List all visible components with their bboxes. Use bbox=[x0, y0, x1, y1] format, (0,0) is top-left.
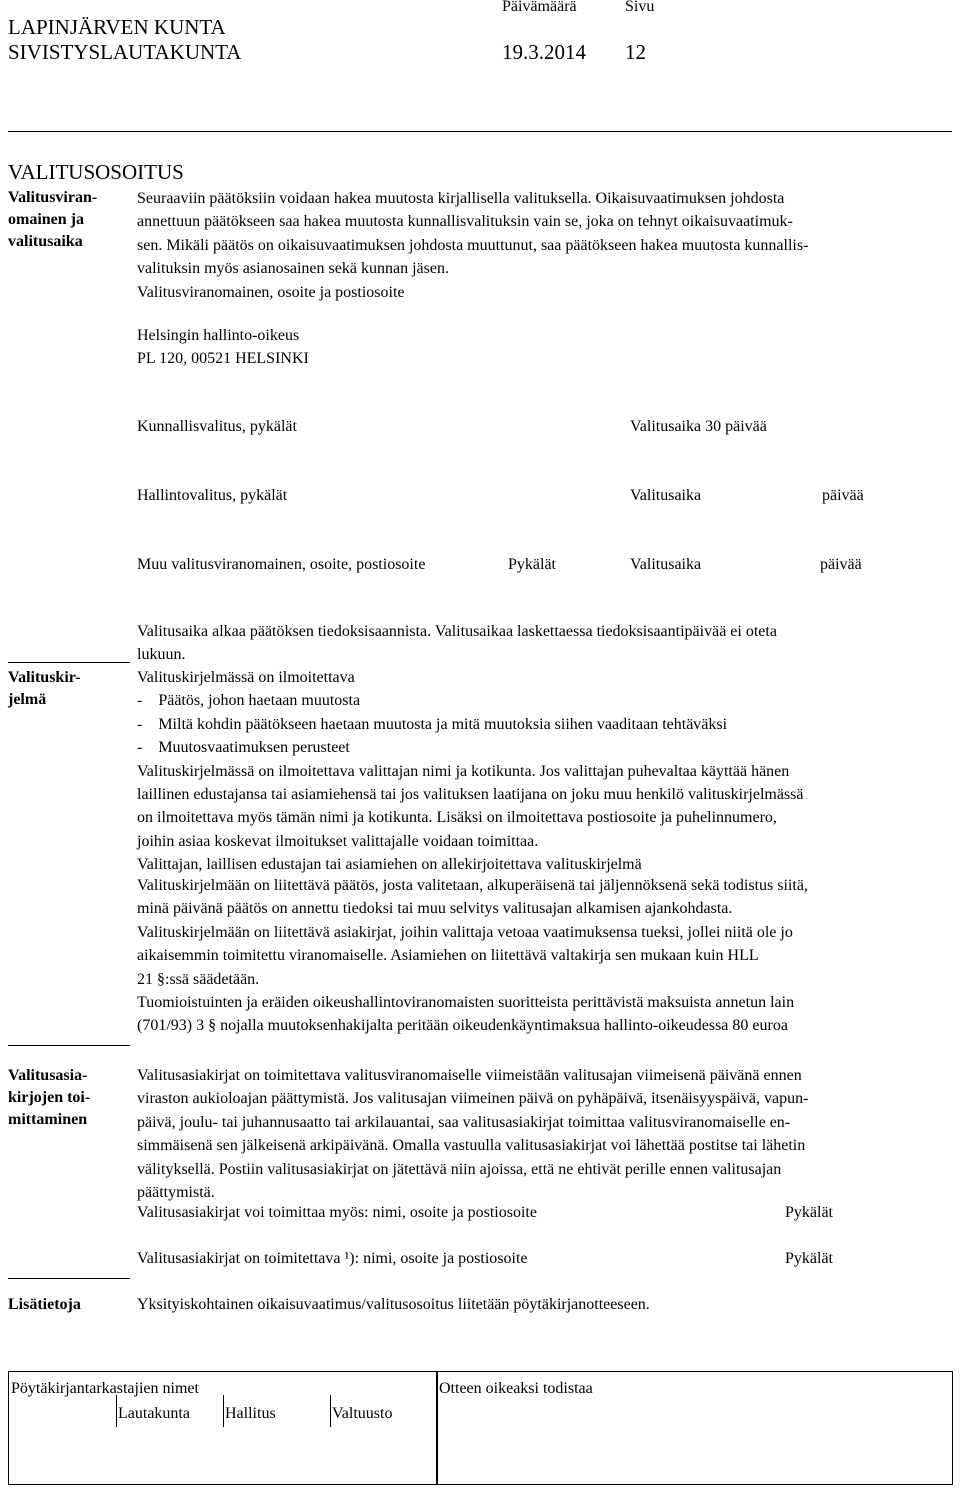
delivery-instructions bbox=[137, 1064, 808, 1204]
appeal-period-municipal: Valitusaika 30 päivää bbox=[630, 418, 767, 435]
delivery-line: päivä, joulu- tai juhannusaatto tai arkilauantai, saa valitusasiakirjat toimittaa valitusviranomaiselle en- bbox=[137, 1113, 791, 1131]
attachment-line: 21 §:ssä säädetään. bbox=[137, 970, 260, 988]
appeal-type-administrative: Hallintovalitus, pykälät bbox=[137, 487, 288, 504]
paragraph-line: Seuraaviin päätöksiin voidaan hakea muutosta kirjallisella valituksella. Oikaisuvaatimuksen johdosta bbox=[137, 190, 785, 207]
certification-label: Otteen oikeaksi todistaa bbox=[439, 1380, 593, 1397]
requirement-line: laillinen edustajansa tai asiamiehensä tai jos valituksen laatijana on joku muu henkilö valituskirjelmässä bbox=[137, 786, 804, 804]
label-line: valitusaika bbox=[8, 233, 83, 250]
column-divider bbox=[116, 1395, 117, 1427]
column-divider bbox=[330, 1395, 331, 1427]
delivery-option-2-sections: Pykälät bbox=[785, 1250, 833, 1267]
attachment-line: Tuomioistuinten ja eräiden oikeushallintoviranomaisten suoritteista perittävistä maksuista annetun lain bbox=[137, 994, 795, 1012]
section-divider bbox=[8, 662, 130, 663]
authority-name: Helsingin hallinto-oikeus bbox=[137, 327, 300, 344]
delivery-option-2: Valitusasiakirjat on toimitettava ¹): nimi, osoite ja postiosoite bbox=[137, 1250, 528, 1267]
appeal-period-administrative: Valitusaika bbox=[630, 487, 702, 504]
column-divider bbox=[223, 1395, 224, 1427]
appeal-type-municipal: Kunnallisvalitus, pykälät bbox=[137, 418, 297, 435]
label-line: mittaminen bbox=[8, 1111, 88, 1128]
section-label-toimittaminen bbox=[8, 1065, 90, 1131]
delivery-line: välityksellä. Postiin valitusasiakirjat on jätettävä niin ajoissa, että ne ehtivät perille ennen valitusajan bbox=[137, 1160, 782, 1178]
section-label-valitusviranomainen bbox=[8, 187, 97, 253]
label-line: omainen ja bbox=[8, 211, 84, 228]
delivery-line: Valitusasiakirjat on toimitettava valitusviranomaiselle viimeistään valitusajan viimeisenä päivänä ennen bbox=[137, 1067, 802, 1084]
document-title: VALITUSOSOITUS bbox=[8, 160, 184, 184]
requirement-line: Valituskirjelmässä on ilmoitettava bbox=[137, 669, 355, 686]
additional-info-text: Yksityiskohtainen oikaisuvaatimus/valitusosoitus liitetään pöytäkirjanotteeseen. bbox=[137, 1296, 650, 1313]
requirement-line: Valittajan, laillisen edustajan tai asiamiehen on allekirjoitettava valituskirjelmä bbox=[137, 856, 642, 874]
attachment-line: minä päivänä päätös on annettu tiedoksi tai muu selvitys valitusajan alkamisen ajankohdasta. bbox=[137, 900, 733, 918]
label-line: Valituskir- bbox=[8, 669, 81, 686]
requirement-line: on ilmoitettava myös tämän nimi ja kotikunta. Lisäksi on ilmoitettava postiosoite ja puhelinnumero, bbox=[137, 809, 777, 827]
body-hallitus: Hallitus bbox=[225, 1405, 276, 1422]
attachment-line: Valituskirjelmään on liitettävä päätös, josta valitetaan, alkuperäisenä tai jäljennöksenä sekä todistus siitä, bbox=[137, 877, 808, 894]
delivery-line: päättymistä. bbox=[137, 1184, 215, 1202]
sections-label-other: Pykälät bbox=[508, 556, 556, 573]
appeal-period-other: Valitusaika bbox=[630, 556, 702, 573]
paragraph-line: valituksin myös asianosainen sekä kunnan jäsen. bbox=[137, 260, 449, 278]
requirement-line: - Muutosvaatimuksen perusteet bbox=[137, 739, 350, 757]
label-line: kirjojen toi- bbox=[8, 1089, 91, 1106]
page-number: 12 bbox=[625, 40, 646, 64]
section-divider bbox=[8, 1278, 130, 1279]
header-divider bbox=[8, 131, 952, 132]
requirement-line: joihin asiaa koskevat ilmoitukset valittajalle voidaan toimittaa. bbox=[137, 832, 539, 850]
attachment-line: aikaisemmin toimitettu viranomaiselle. Asiamiehen on liitettävä valtakirja sen mukaan kuin HLL bbox=[137, 947, 759, 965]
appeal-type-other: Muu valitusviranomainen, osoite, postiosoite bbox=[137, 556, 426, 573]
document-date: 19.3.2014 bbox=[502, 40, 586, 64]
days-label-administrative: päivää bbox=[822, 487, 864, 504]
department-name: SIVISTYSLAUTAKUNTA bbox=[8, 40, 242, 64]
label-line: Valitusviran- bbox=[8, 189, 98, 206]
section-label-lisatietoja: Lisätietoja bbox=[8, 1296, 81, 1313]
note-line: Valitusaika alkaa päätöksen tiedoksisaannista. Valitusaikaa laskettaessa tiedoksisaantipäivää ei oteta bbox=[137, 623, 777, 640]
delivery-option-1-sections: Pykälät bbox=[785, 1204, 833, 1221]
minutes-checkers-label: Pöytäkirjantarkastajien nimet bbox=[11, 1380, 199, 1397]
date-label: Päivämäärä bbox=[502, 0, 577, 15]
requirement-line: Valituskirjelmässä on ilmoitettava valittajan nimi ja kotikunta. Jos valittajan puhevaltaa käyttää hänen bbox=[137, 762, 790, 780]
authority-address: PL 120, 00521 HELSINKI bbox=[137, 350, 309, 368]
appeal-letter-attachments bbox=[137, 874, 808, 1038]
body-lautakunta: Lautakunta bbox=[118, 1405, 190, 1422]
requirement-line: - Miltä kohdin päätökseen haetaan muutosta ja mitä muutoksia siihen vaaditaan tehtäväksi bbox=[137, 715, 728, 733]
paragraph-line: sen. Mikäli päätös on oikaisuvaatimuksen johdosta muuttunut, saa päätökseen hakea muutosta kunnallis- bbox=[137, 236, 809, 254]
attachment-line: (701/93) 3 § nojalla muutoksenhakijalta peritään oikeudenkäyntimaksua hallinto-oikeudessa 80 euroa bbox=[137, 1017, 788, 1035]
appeal-intro-paragraph bbox=[137, 187, 808, 304]
requirement-line: - Päätös, johon haetaan muutosta bbox=[137, 692, 361, 710]
body-valtuusto: Valtuusto bbox=[332, 1405, 393, 1422]
paragraph-line: annettuun päätökseen saa hakea muutosta kunnallisvalituksin vain se, joka on tehnyt oikaisuvaatimuk- bbox=[137, 213, 793, 231]
organization-name: LAPINJÄRVEN KUNTA bbox=[8, 15, 226, 39]
attachment-line: Valituskirjelmään on liitettävä asiakirjat, joihin valittaja vetoaa vaatimuksensa tueksi, jollei niitä ole jo bbox=[137, 923, 793, 941]
section-divider bbox=[8, 1045, 130, 1046]
appeal-letter-requirements bbox=[137, 666, 804, 877]
section-label-valituskirjelma bbox=[8, 667, 81, 711]
appeal-authority bbox=[137, 324, 309, 371]
body-columns bbox=[116, 1395, 416, 1427]
page-label: Sivu bbox=[625, 0, 655, 15]
paragraph-line: Valitusviranomainen, osoite ja postiosoite bbox=[137, 283, 405, 301]
label-line: jelmä bbox=[8, 691, 47, 708]
delivery-line: simmäisenä sen jälkeisenä arkipäivänä. Omalla vastuulla valitusasiakirjat voi lähettää postitse tai lähetin bbox=[137, 1137, 806, 1155]
note-line: lukuun. bbox=[137, 646, 186, 664]
delivery-option-1: Valitusasiakirjat voi toimittaa myös: nimi, osoite ja postiosoite bbox=[137, 1204, 537, 1221]
delivery-line: viraston aukioloajan päättymistä. Jos valitusajan viimeinen päivä on pyhäpäivä, itsenäisyyspäivä, vapun- bbox=[137, 1090, 809, 1108]
appeal-period-note bbox=[137, 620, 777, 667]
days-label-other: päivää bbox=[820, 556, 862, 573]
label-line: Valitusasia- bbox=[8, 1067, 88, 1084]
